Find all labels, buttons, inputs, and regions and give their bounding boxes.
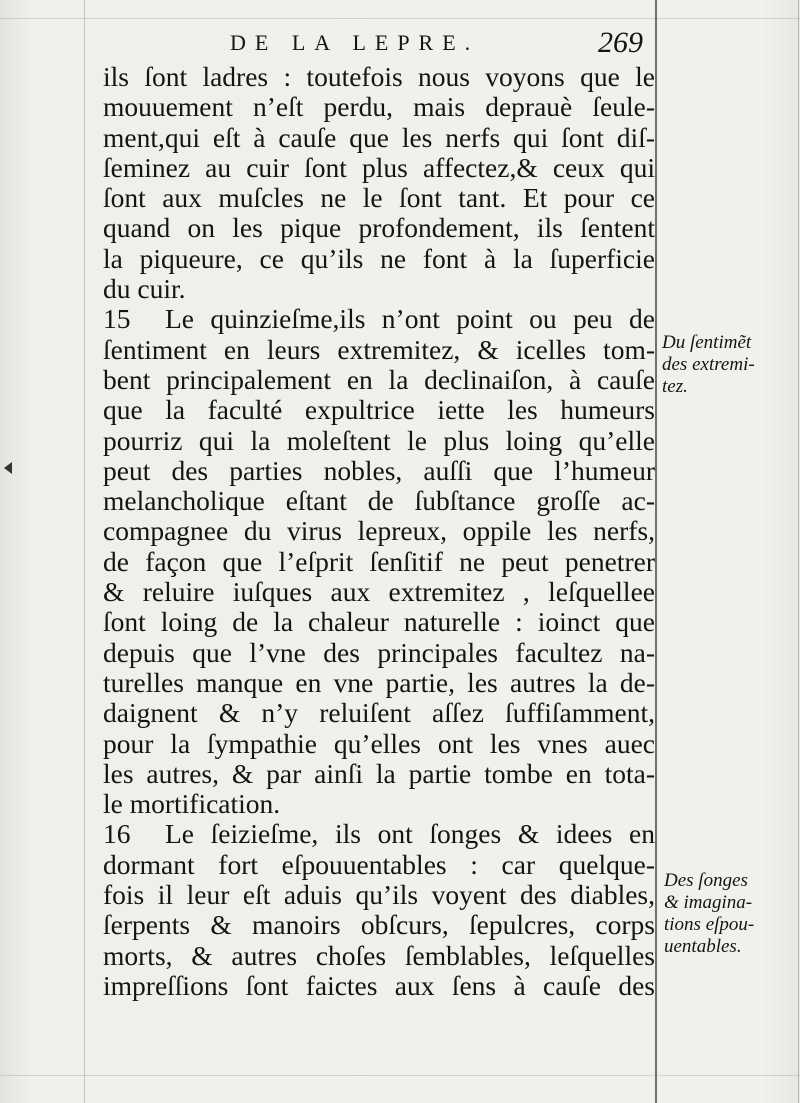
text-line: ſentiment en leurs extremitez, & icelles tom- bbox=[103, 333, 655, 365]
margin-note-line: tions eſpou- bbox=[664, 914, 755, 935]
right-edge-rule bbox=[798, 0, 799, 1103]
text-line: turelles manque en vne partie, les autres la de- bbox=[103, 666, 655, 698]
text-line: ſont loing de la chaleur naturelle : ioinct que bbox=[103, 606, 655, 638]
text-line: depuis que l’vne des principales facultez na- bbox=[103, 636, 655, 668]
text-line: Le quinzieſme,ils n’ont point ou peu de bbox=[165, 303, 655, 335]
text-line: pour la ſympathie qu’elles ont les vnes auec bbox=[103, 727, 655, 759]
left-margin-rule bbox=[84, 0, 85, 1103]
running-head: DE LA LEPRE. bbox=[230, 30, 480, 55]
page-edge-mark-icon bbox=[4, 462, 12, 474]
text-line: peut des parties nobles, auſſi que l’humeur bbox=[103, 454, 655, 486]
margin-note-line: & imagina- bbox=[664, 892, 753, 913]
paragraph-number: 15 bbox=[103, 303, 131, 335]
text-line: pourriz qui la moleſtent le plus loing qu’elle bbox=[103, 424, 655, 456]
text-line: compagnee du virus lepreux, oppile les nerfs, bbox=[103, 515, 655, 547]
margin-note-line: des extremi- bbox=[662, 354, 755, 375]
text-line: ils ſont ladres : toutefois nous voyons que le bbox=[103, 61, 655, 92]
margin-note-songes bbox=[664, 870, 794, 958]
paragraph-number: 16 bbox=[103, 818, 131, 850]
text-line: que la faculté expultrice iette les humeurs bbox=[103, 394, 655, 426]
text-line: ment,qui eſt à cauſe que les nerfs qui ſont diſ- bbox=[103, 121, 655, 153]
paragraph-15-start bbox=[103, 304, 655, 334]
text-line: daignent & n’y reluiſent aſſez ſuffiſamment, bbox=[103, 697, 655, 729]
margin-note-line: Des ſonges bbox=[664, 870, 748, 891]
text-line: dormant fort eſpouuentables : car quelque- bbox=[103, 848, 655, 880]
margin-note-line: tez. bbox=[662, 376, 688, 397]
text-line: melancholique eſtant de ſubſtance groſſe ac- bbox=[103, 485, 655, 517]
text-line: du cuir. bbox=[103, 273, 186, 305]
text-line: ſont aux muſcles ne le ſont tant. Et pour ce bbox=[103, 182, 655, 214]
text-line: Le ſeizieſme, ils ont ſonges & idees en bbox=[165, 818, 655, 850]
text-line: mouuement n’eſt perdu, mais deprauè ſeule- bbox=[103, 91, 655, 123]
margin-note-line: uentables. bbox=[664, 936, 742, 957]
bottom-border-line bbox=[0, 1075, 800, 1076]
text-line: de façon que l’eſprit ſenſitif ne peut penetrer bbox=[103, 545, 655, 577]
text-line: la piqueure, ce qu’ils ne font à la ſuperficie bbox=[103, 242, 655, 274]
text-line: fois il leur eſt aduis qu’ils voyent des diables, bbox=[103, 879, 655, 911]
text-line: morts, & autres choſes ſemblables, leſquelles bbox=[103, 939, 655, 971]
text-line: quand on les pique profondement, ils ſentent bbox=[103, 212, 655, 244]
text-line: ſerpents & manoirs obſcurs, ſepulcres, corps bbox=[103, 909, 655, 941]
margin-note-sentiment bbox=[662, 332, 792, 398]
margin-note-line: Du ſentimẽt bbox=[662, 332, 752, 353]
margin-column-rule bbox=[655, 0, 657, 1103]
text-line: les autres, & par ainſi la partie tombe en tota- bbox=[103, 757, 655, 789]
paragraph-16-start bbox=[103, 819, 655, 849]
text-line: ſeminez au cuir ſont plus affectez,& ceux qui bbox=[103, 151, 655, 183]
main-text-block bbox=[103, 62, 655, 1001]
text-line: impreſſions ſont faictes aux ſens à cauſe des bbox=[103, 969, 655, 1001]
top-border-line bbox=[0, 18, 800, 19]
text-line: & reluire iuſques aux extremitez , leſquellee bbox=[103, 576, 655, 608]
text-line: bent principalement en la declinaiſon, à cauſe bbox=[103, 363, 655, 395]
text-line: le mortification. bbox=[103, 788, 281, 820]
page-number: 269 bbox=[598, 26, 643, 59]
